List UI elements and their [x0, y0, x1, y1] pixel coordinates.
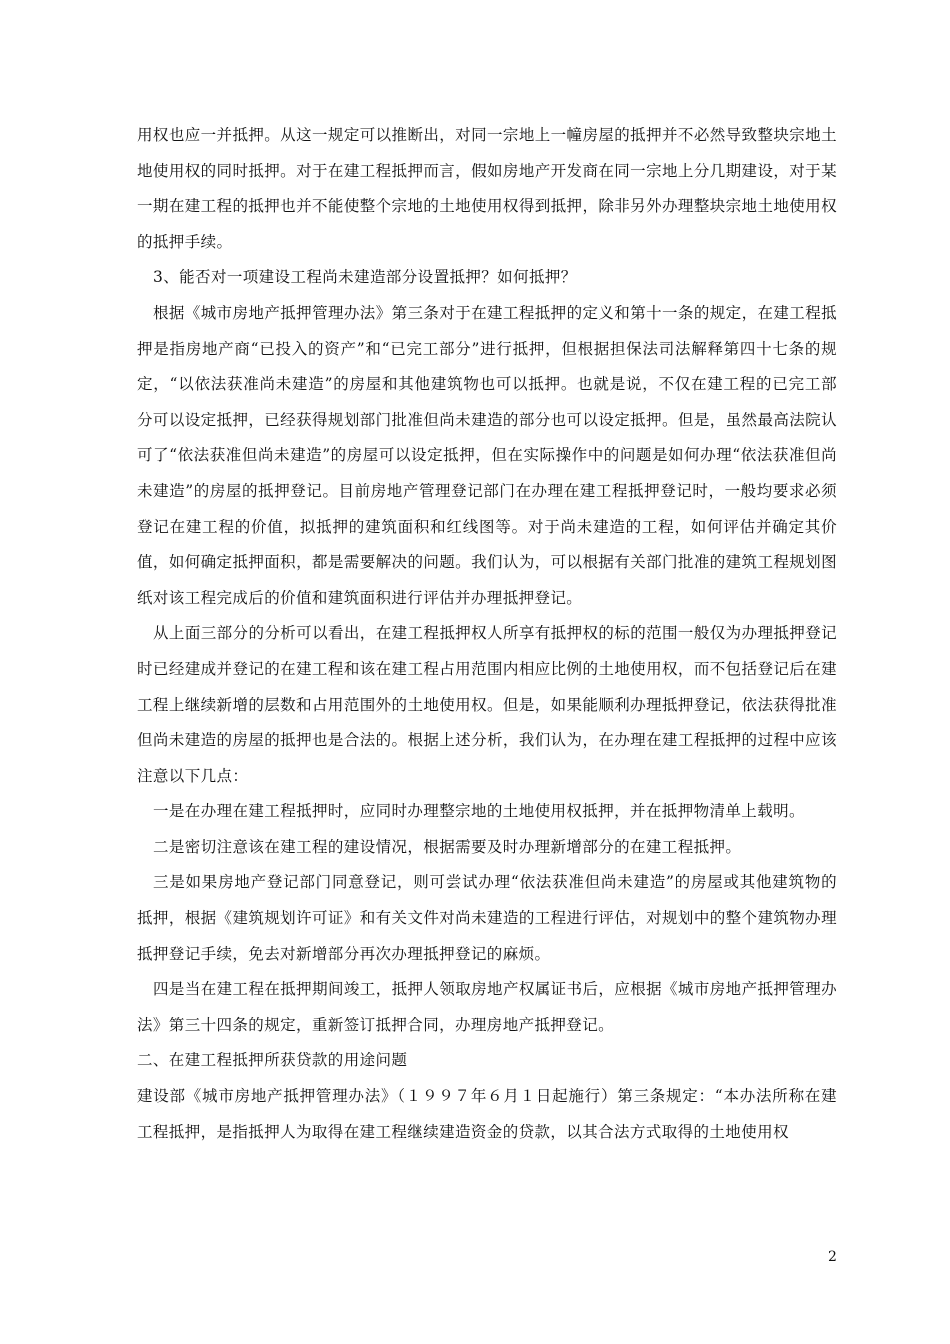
paragraph-summary: 从上面三部分的分析可以看出，在建工程抵押权人所享有抵押权的标的范围一般仅为办理抵押登记时已经建成并登记的在建工程和该在建工程占用范围内相应比例的土地使用权，而不包括登记后在建工程上继续新增的层数和占用范围外的土地使用权。但是，如果能顺利办理抵押登记，依法获得批准但尚未建造的房屋的抵押也是合法的。根据上述分析，我们认为，在办理在建工程抵押的过程中应该注意以下几点：: [137, 624, 837, 785]
section-heading-loan-usage: 二、在建工程抵押所获贷款的用途问题: [137, 1051, 408, 1070]
paragraph-regulation-quote: 建设部《城市房地产抵押管理办法》（１９９７年６月１日起施行）第三条规定：“本办法所称在建工程抵押，是指抵押人为取得在建工程继续建造资金的贷款，以其合法方式取得的土地使用权: [137, 1087, 837, 1141]
paragraph-point-2: 二是密切注意该在建工程的建设情况，根据需要及时办理新增部分的在建工程抵押。: [153, 837, 742, 856]
paragraph-point-3: 三是如果房地产登记部门同意登记，则可尝试办理“依法获准但尚未建造”的房屋或其他建筑物的抵押，根据《建筑规划许可证》和有关文件对尚未建造的工程进行评估，对规划中的整个建筑物办理抵押登记手续，免去对新增部分再次办理抵押登记的麻烦。: [137, 873, 837, 963]
paragraph-question-3: 3、能否对一项建设工程尚未建造部分设置抵押？如何抵押？: [153, 268, 577, 287]
paragraph-point-1: 一是在办理在建工程抵押时，应同时办理整宗地的土地使用权抵押，并在抵押物清单上载明。: [153, 802, 805, 821]
paragraph-legal-analysis: 根据《城市房地产抵押管理办法》第三条对于在建工程抵押的定义和第十一条的规定，在建工程抵押是指房地产商“已投入的资产”和“已完工部分”进行抵押，但根据担保法司法解释第四十七条的规定，“以依法获准尚未建造”的房屋和其他建筑物也可以抵押。也就是说，不仅在建工程的已完工部分可以设定抵押，已经获得规划部门批准但尚未建造的部分也可以设定抵押。但是，虽然最高法院认可了“依法获准但尚未建造”的房屋可以设定抵押，但在实际操作中的问题是如何办理“依法获准但尚未建造”的房屋的抵押登记。目前房地产管理登记部门在办理在建工程抵押登记时，一般均要求必须登记在建工程的价值，拟抵押的建筑面积和红线图等。对于尚未建造的工程，如何评估并确定其价值，如何确定抵押面积，都是需要解决的问题。我们认为，可以根据有关部门批准的建筑工程规划图纸对该工程完成后的价值和建筑面积进行评估并办理抵押登记。: [137, 303, 837, 607]
page-number: 2: [828, 1249, 837, 1265]
body-text: [137, 118, 837, 1150]
paragraph-point-4: 四是当在建工程在抵押期间竣工，抵押人领取房地产权属证书后，应根据《城市房地产抵押管理办法》第三十四条的规定，重新签订抵押合同，办理房地产抵押登记。: [137, 980, 837, 1034]
paragraph-continuation: 用权也应一并抵押。从这一规定可以推断出，对同一宗地上一幢房屋的抵押并不必然导致整块宗地土地使用权的同时抵押。对于在建工程抵押而言，假如房地产开发商在同一宗地上分几期建设，对于某一期在建工程的抵押也并不能使整个宗地的土地使用权得到抵押，除非另外办理整块宗地土地使用权的抵押手续。: [137, 126, 837, 251]
